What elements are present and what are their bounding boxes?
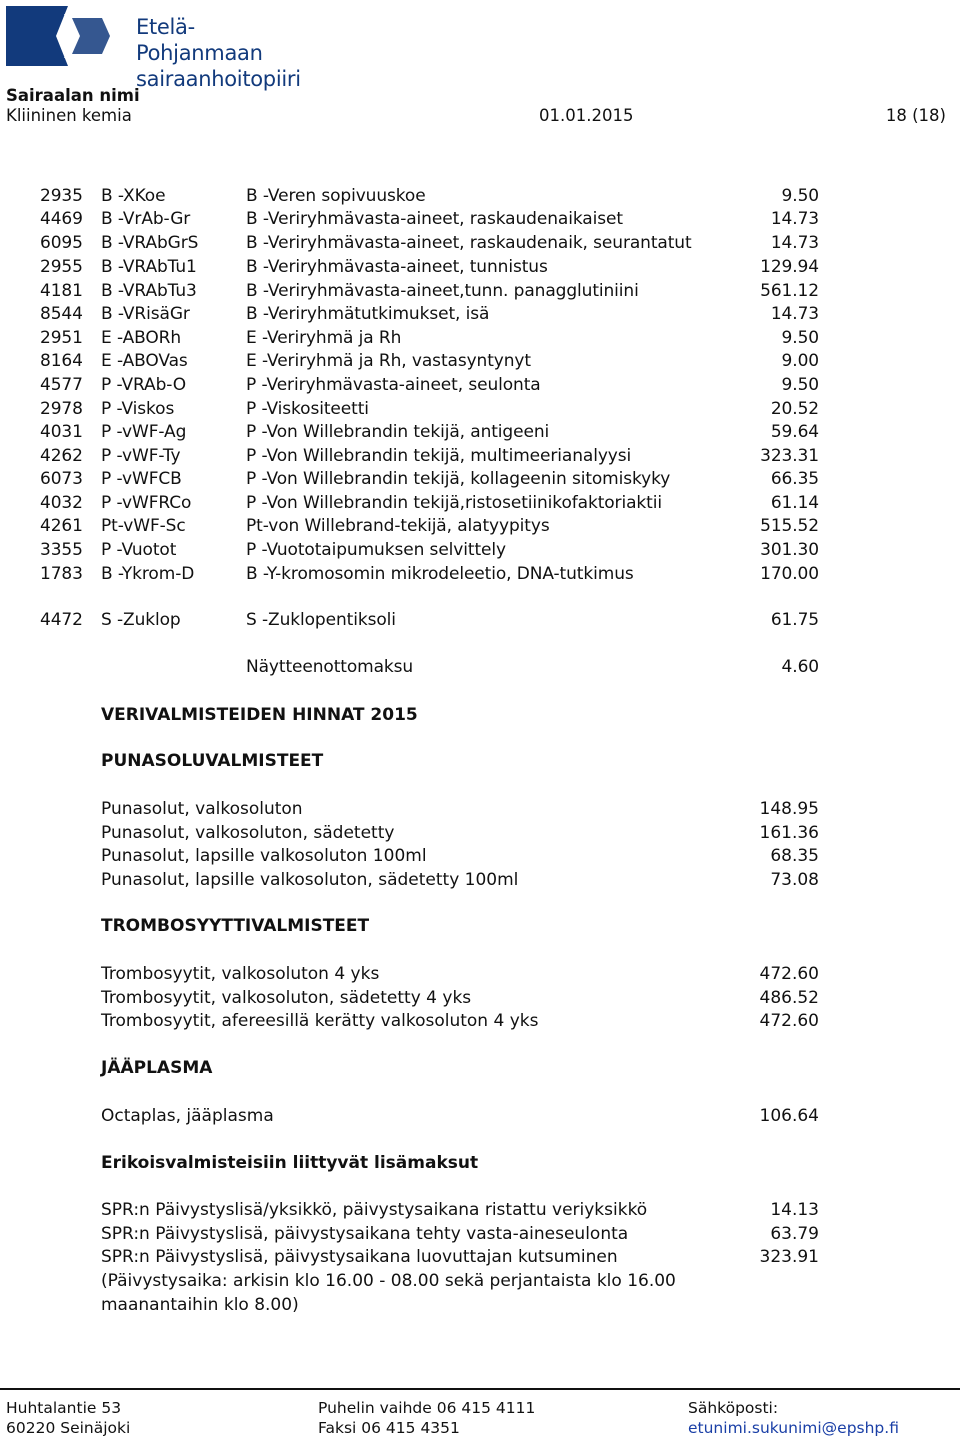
test-name: P -Von Willebrandin tekijä, antigeeni	[246, 422, 550, 442]
test-code: 4262	[40, 446, 83, 466]
test-abbreviation: P -vWF-Ty	[101, 446, 181, 466]
product-name: Punasolut, lapsille valkosoluton, sädetetty 100ml	[101, 870, 519, 891]
test-code: 1783	[40, 564, 83, 584]
test-abbreviation: P -VRAb-O	[101, 375, 187, 395]
footer-city: 60220 Seinäjoki	[6, 1419, 131, 1437]
epshp-logo-icon	[6, 6, 116, 66]
test-abbreviation: P -Vuotot	[101, 540, 177, 560]
product-name: Trombosyytit, afereesillä kerätty valkosoluton 4 yks	[101, 1011, 539, 1032]
test-abbreviation: B -VrAb-Gr	[101, 209, 191, 229]
document-date: 01.01.2015	[539, 106, 634, 125]
product-name: SPR:n Päivystyslisä, päivystysaikana luovuttajan kutsuminen	[101, 1247, 618, 1268]
test-name: P -Von Willebrandin tekijä,ristosetiinikofaktoriaktii	[246, 493, 662, 513]
product-price: 472.60	[759, 1011, 819, 1032]
test-code: 2978	[40, 399, 83, 419]
test-price: 561.12	[760, 281, 819, 301]
page-number: 18 (18)	[885, 106, 946, 125]
footer-street: Huhtalantie 53	[6, 1399, 122, 1417]
test-name: E -Veriryhmä ja Rh, vastasyntynyt	[246, 351, 531, 371]
product-name: Octaplas, jääplasma	[101, 1106, 274, 1126]
product-price: 486.52	[759, 987, 819, 1008]
test-name: B -Veriryhmävasta-aineet, raskaudenaik, seurantatut	[246, 233, 692, 253]
test-abbreviation: E -ABORh	[101, 328, 182, 348]
test-name: P -Von Willebrandin tekijä, multimeerianalyysi	[246, 446, 632, 466]
jaaplasma-heading: JÄÄPLASMA	[101, 1058, 213, 1078]
unit-name: Kliininen kemia	[6, 106, 132, 125]
test-price: 9.50	[781, 186, 819, 206]
test-code: 2951	[40, 328, 83, 348]
test-name: B -Veriryhmävasta-aineet, raskaudenaikaiset	[246, 209, 623, 229]
test-code: 8544	[40, 304, 83, 324]
test-price: 14.73	[770, 233, 819, 253]
product-name: Trombosyytit, valkosoluton, sädetetty 4 yks	[101, 987, 472, 1008]
test-name: Pt-von Willebrand-tekijä, alatyypitys	[246, 516, 550, 536]
hospital-name-label: Sairaalan nimi	[6, 86, 140, 105]
test-code: 6095	[40, 233, 83, 253]
product-price: 63.79	[770, 1223, 819, 1244]
test-code: 4032	[40, 493, 83, 513]
product-name: SPR:n Päivystyslisä, päivystysaikana tehty vasta-aineseulonta	[101, 1223, 629, 1244]
test-abbreviation: B -VRAbGrS	[101, 233, 199, 253]
test-abbreviation: P -vWFRCo	[101, 493, 192, 513]
org-logo	[6, 6, 306, 91]
product-name: SPR:n Päivystyslisä/yksikkö, päivystysaikana ristattu veriyksikkö	[101, 1200, 648, 1220]
product-price: 73.08	[770, 870, 819, 891]
test-price: 170.00	[760, 564, 819, 584]
test-name: S -Zuklopentiksoli	[246, 610, 396, 630]
test-price: 9.50	[781, 328, 819, 348]
test-code: 4469	[40, 209, 83, 229]
footer-email-link[interactable]: etunimi.sukunimi@epshp.fi	[688, 1419, 899, 1437]
test-name: E -Veriryhmä ja Rh	[246, 328, 402, 348]
footer-divider	[0, 1388, 960, 1390]
test-price: 14.73	[770, 304, 819, 324]
test-name: B -Y-kromosomin mikrodeleetio, DNA-tutkimus	[246, 564, 634, 584]
test-name: B -Veriryhmävasta-aineet,tunn. panagglutiniini	[246, 281, 639, 301]
test-code: 6073	[40, 469, 83, 489]
test-abbreviation: B -VRisäGr	[101, 304, 190, 324]
test-abbreviation: E -ABOVas	[101, 351, 188, 371]
test-name: B -Veriryhmävasta-aineet, tunnistus	[246, 257, 548, 277]
test-code: 4031	[40, 422, 83, 442]
test-abbreviation: B -Ykrom-D	[101, 564, 195, 584]
test-abbreviation: P -vWFCB	[101, 469, 182, 489]
product-price: 161.36	[759, 822, 819, 843]
product-price: 323.91	[759, 1247, 819, 1268]
product-name: Trombosyytit, valkosoluton 4 yks	[101, 964, 380, 984]
product-name: Punasolut, valkosoluton	[101, 799, 303, 819]
test-abbreviation: Pt-vWF-Sc	[101, 516, 186, 536]
test-name: B -Veriryhmätutkimukset, isä	[246, 304, 490, 324]
test-name: P -Vuototaipumuksen selvittely	[246, 540, 506, 560]
test-abbreviation: P -Viskos	[101, 399, 175, 419]
test-price: 61.75	[770, 610, 819, 630]
test-price: 61.14	[770, 493, 819, 513]
test-code: 2955	[40, 257, 83, 277]
product-name: Punasolut, valkosoluton, sädetetty	[101, 822, 395, 843]
test-code: 4577	[40, 375, 83, 395]
test-price: 14.73	[770, 209, 819, 229]
note-line-1: (Päivystysaika: arkisin klo 16.00 - 08.00 sekä perjantaista klo 16.00	[101, 1271, 676, 1291]
trombo-heading: TROMBOSYYTTIVALMISTEET	[101, 916, 370, 936]
lisamaksut-heading: Erikoisvalmisteisiin liittyvät lisämaksut	[101, 1153, 479, 1173]
product-price: 148.95	[759, 799, 819, 819]
test-price: 9.00	[781, 351, 819, 371]
product-name: Punasolut, lapsille valkosoluton 100ml	[101, 846, 427, 867]
test-code: 3355	[40, 540, 83, 560]
test-abbreviation: B -VRAbTu1	[101, 257, 197, 277]
test-name: Näytteenottomaksu	[246, 657, 414, 677]
test-price: 66.35	[770, 469, 819, 489]
test-price: 301.30	[760, 540, 819, 560]
test-code: 8164	[40, 351, 83, 371]
test-abbreviation: S -Zuklop	[101, 610, 181, 630]
test-price: 9.50	[781, 375, 819, 395]
test-name: P -Veriryhmävasta-aineet, seulonta	[246, 375, 541, 395]
test-abbreviation: B -VRAbTu3	[101, 281, 197, 301]
test-name: B -Veren sopivuuskoe	[246, 186, 426, 206]
section-title: VERIVALMISTEIDEN HINNAT 2015	[101, 705, 418, 725]
punasolu-heading: PUNASOLUVALMISTEET	[101, 751, 324, 771]
product-price: 68.35	[770, 846, 819, 867]
test-price: 59.64	[770, 422, 819, 442]
footer-fax: Faksi 06 415 4351	[318, 1419, 460, 1437]
test-abbreviation: B -XKoe	[101, 186, 166, 206]
test-price: 515.52	[760, 516, 819, 536]
test-name: P -Von Willebrandin tekijä, kollageenin sitomiskyky	[246, 469, 671, 489]
footer-email-label: Sähköposti:	[688, 1399, 779, 1417]
product-price: 14.13	[770, 1200, 819, 1220]
product-price: 472.60	[759, 964, 819, 984]
note-line-2: maanantaihin klo 8.00)	[101, 1295, 299, 1315]
test-code: 4181	[40, 281, 83, 301]
org-name: Etelä-Pohjanmaan sairaanhoitopiiri	[136, 15, 301, 91]
test-price: 129.94	[760, 257, 819, 277]
test-price: 20.52	[770, 399, 819, 419]
test-code: 4472	[40, 610, 83, 630]
footer-phone: Puhelin vaihde 06 415 4111	[318, 1399, 536, 1417]
product-price: 106.64	[759, 1106, 819, 1126]
test-code: 4261	[40, 516, 83, 536]
test-price: 323.31	[760, 446, 819, 466]
test-abbreviation: P -vWF-Ag	[101, 422, 187, 442]
test-code: 2935	[40, 186, 83, 206]
test-price: 4.60	[781, 657, 819, 677]
test-name: P -Viskositeetti	[246, 399, 369, 419]
